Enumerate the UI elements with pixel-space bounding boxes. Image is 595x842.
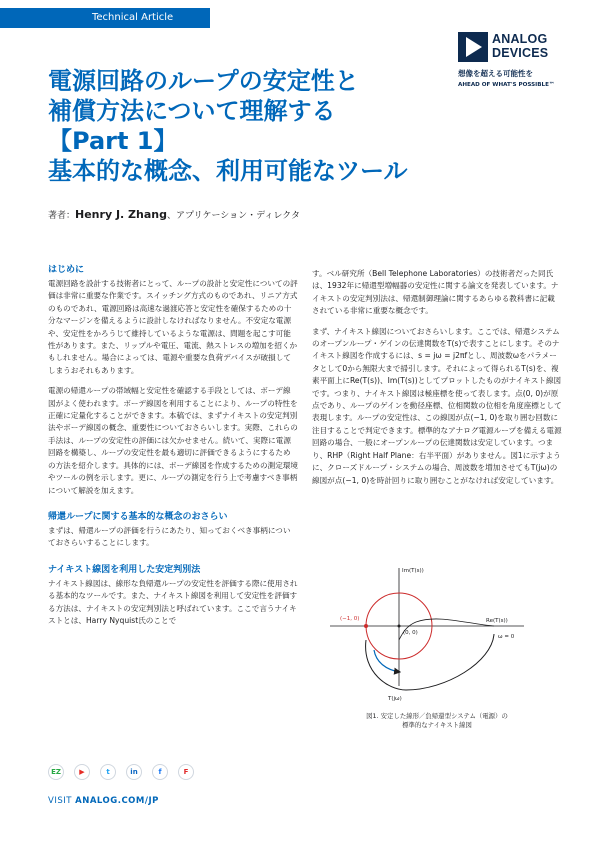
heading-introduction: はじめに [48, 265, 85, 275]
paragraph-feedback-basics: まずは、帰還ループの評価を行うにあたり、知っておくべき事柄についておさらいすることにします。 [48, 525, 291, 548]
author-name: Henry J. Zhang [75, 208, 167, 221]
title-line3: 【Part 1】 [48, 127, 178, 155]
paragraph-intro-2: 電源の帰還ループの帯域幅と安定性を確認する手段としては、ボーデ線図がよく使われます。ボーデ線図を利用することにより、ループの特性を正確に定量化することができます。本稿では、まずナイキストの安定判別法やボーデ線図の概念、重要性についておさらいします。実際、これらの手法は、ループの安定性の評価には欠かせません。続いて、実際に電源回路を構築し、ループの安定性を最も適切に評価できるようにするための方法を紹介します。具体的には、ボーデ線図を作成するための測定環境やツールの例を示します。更に、ループの測定を行う上で考慮すべき事柄について解説を加えます。 [48, 386, 298, 495]
title-line2: 補償方法について理解する [48, 97, 336, 125]
nyquist-plot-figure [328, 562, 538, 732]
article-title [48, 66, 428, 186]
caption-line2: 標準的なナイキスト線図 [402, 721, 472, 729]
facebook-icon[interactable]: f [152, 764, 168, 780]
paragraph-nyquist-1: ナイキスト線図は、線形な負帰還ループの安定性を評価する際に使用される基本的なツールです。また、ナイキスト線図を利用して安定性を評価する方法は、ナイキストの安定判別法と呼ばれています。ここで言うナイキストとは、Harry Nyquist氏のことで [48, 578, 298, 625]
point-neg1-marker [364, 624, 368, 628]
y-axis-label: Im(T(s)) [402, 568, 424, 574]
flipboard-icon[interactable]: F [178, 764, 194, 780]
curve-label: T(jω) [388, 696, 402, 702]
logo-tagline-jp: 想像を超える可能性を [458, 69, 533, 78]
origin-marker [398, 625, 401, 628]
figure-caption [332, 712, 542, 730]
engineerzone-icon[interactable]: EZ [48, 764, 64, 780]
author-role: 、アプリケーション・ディレクタ [166, 211, 301, 221]
linkedin-icon[interactable]: in [126, 764, 142, 780]
title-line1: 電源回路のループの安定性と [48, 67, 359, 95]
visit-url: ANALOG.COM/JP [75, 796, 159, 806]
omega-zero-label: ω = 0 [498, 634, 515, 640]
right-column [312, 268, 562, 495]
logo-line1: ANALOG [492, 32, 548, 46]
paragraph-nyquist-3: まず、ナイキスト線図についておさらいします。ここでは、帰還システムのオープンループ・ゲインの伝達関数をT(s)で表すことにします。そのナイキスト線図を作成するには、s = jω = j2πfとし、周波数ωをパラメータとして0から無限大まで掃引します。それによって得られるT(s)を、複素平面上にRe(T(s))、Im(T(s))としてプロットしたものがナイキスト線図です。つまり、ナイキスト線図は極座標を使って表します。点(0, 0)が原点であり、ループのゲインを動径座標、位相関数の位相を角度座標として表現します。ループの安定性は、この線図が点(−1, 0)を取り囲む回数に注目することで判定できます。標準的なアナログ電源ループを備える電源回路の場合、一般にオープンループの伝達関数は安定しています。つまり、RHP（Right Half Plane：右半平面）がありません。図1に示すように、クローズドループ・システムの場合、周波数を増加させてもT(jω)の線図が点(−1, 0)を時計回りに取り囲むことがなければ安定しています。 [312, 326, 562, 485]
author-line [48, 208, 300, 221]
visit-label: VISIT [48, 796, 76, 806]
article-type-banner [0, 8, 210, 28]
left-column [48, 264, 298, 635]
twitter-icon[interactable]: t [100, 764, 116, 780]
title-line4: 基本的な概念、利用可能なツール [48, 157, 408, 185]
x-axis-label: Re(T(s)) [486, 618, 508, 624]
article-type-label: Technical Article [92, 12, 174, 23]
point-neg1-label: (−1, 0) [340, 616, 360, 622]
logo-triangle-icon [458, 32, 488, 62]
heading-feedback-basics: 帰還ループに関する基本的な概念のおさらい [48, 511, 228, 522]
heading-nyquist-criterion: ナイキスト線図を利用した安定判別法 [48, 564, 201, 575]
logo-line2: DEVICES [492, 46, 549, 60]
direction-arc [374, 650, 400, 672]
nyquist-curve [366, 634, 494, 690]
paragraph-nyquist-2: す。ベル研究所（Bell Telephone Laboratories）の技術者だった同氏は、1932年に帰還型増幅器の安定性に関する論文を発表しています。ナイキストの安定判別法は、帰還制御理論に関するあらゆる教科書に記載されている非常に重要な概念です。 [312, 269, 559, 316]
caption-line1: 図1. 安定した線形／負帰還型システム（電源）の [366, 712, 508, 720]
youtube-icon[interactable]: ▶ [74, 764, 90, 780]
author-label: 著者： [48, 211, 76, 221]
visit-link[interactable] [48, 796, 159, 806]
logo-tagline-en: AHEAD OF WHAT'S POSSIBLE™ [458, 82, 555, 88]
paragraph-intro-1: 電源回路を設計する技術者にとって、ループの設計と安定性についての評価は非常に重要な作業です。スイッチング方式のものであれ、リニア方式のものであれ、電源回路は高速な過渡応答と安定性を確保するための十分なマージンを備えるように設計しなければなりません。不安定な電源や、安定性をかろうじて維持しているような電源は、問題を起こす可能性があります。また、リップルや電圧、電流、熱ストレスの増加を招くかもしれません。場合によっては、電源や重要な負荷デバイスが破損してしまうおそれもあります。 [48, 279, 298, 375]
logo-wordmark [492, 32, 548, 60]
origin-label: (0, 0) [403, 630, 418, 636]
